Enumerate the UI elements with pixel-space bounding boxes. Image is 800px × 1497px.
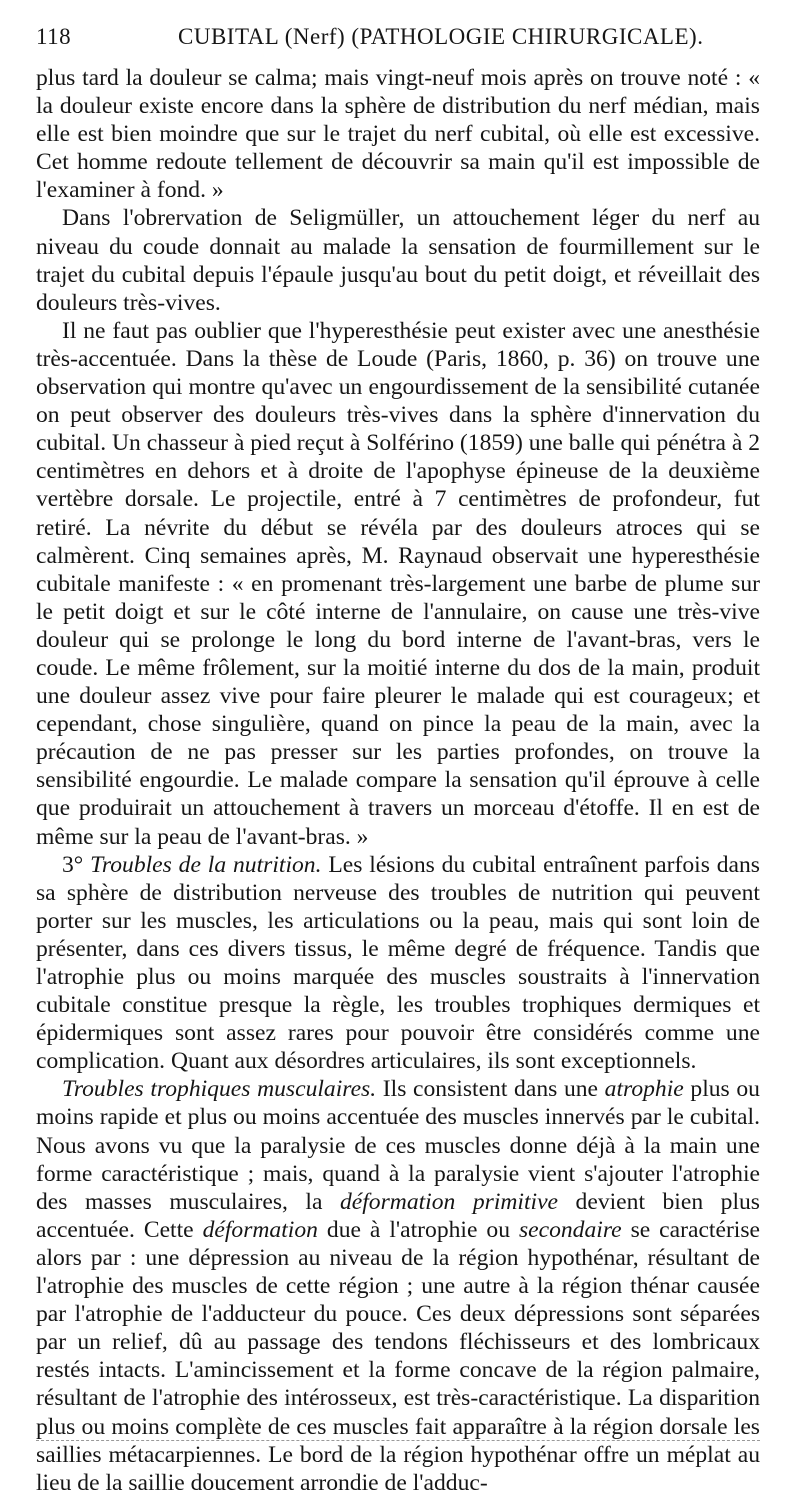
- section-heading-italic: Troubles trophiques musculaires.: [62, 1076, 377, 1103]
- paragraph-muscular: [36, 1075, 760, 1496]
- paragraph-nutrition: [36, 851, 760, 1076]
- running-title: CUBITAL (Nerf) (PATHOLOGIE CHIRURGICALE).: [178, 24, 704, 49]
- book-page: [36, 24, 760, 1497]
- footer-rule: [36, 1440, 760, 1441]
- text-segment: se caractérise alors par : une dépression au niveau de la région hypothénar, résultant de l'atrophie des muscles de cette région ; une autre à la région thénar causée par l'atrophie de l'adducteur du pouce. Ces deux dépressions sont séparées par un relief, dû au passage des tendons fléchisseurs et des lombricaux restés intacts. L'amincissement et la forme concave de la région palmaire, résultant de l'atrophie des intérosseux, est très-caractéristique. La disparition plus ou moins complète de ces muscles fait apparaître à la région dorsale les saillies métacarpiennes. Le bord de la région hypothénar offre un méplat au lieu de la saillie doucement arrondie de l'adduc-: [36, 1216, 761, 1496]
- page-number: 118: [36, 24, 72, 49]
- italic-term: déformation primitive: [339, 1188, 559, 1215]
- text-segment: Les lésions du cubital entraînent parfois dans sa sphère de distribution nerveuse des troubles de nutrition qui peuvent porter sur les muscles, les articulations ou la peau, mais qui sont loin de présenter, dans ces divers tissus, le même degré de fréquence. Tandis que l'atrophie plus ou moins marquée des muscles soustraits à l'innervation cubitale constitue presque la règle, les troubles trophiques dermiques et épidermiques sont assez rares pour pouvoir être considérés comme une complication. Quant aux désordres articulaires, ils sont exceptionnels.: [36, 851, 760, 1075]
- text-segment: due à l'atrophie ou: [317, 1216, 519, 1243]
- italic-term: déformation: [202, 1216, 318, 1243]
- italic-term: atrophie: [604, 1076, 684, 1103]
- running-header: [36, 24, 760, 64]
- section-heading-italic: Troubles de la nutrition.: [90, 851, 322, 878]
- text-segment: plus tard la douleur se calma; mais vingt-neuf mois après on trouve noté : « la douleur existe encore dans la sphère de distribution du nerf médian, mais elle est bien moindre que sur le trajet du nerf cubital, où elle est excessive. Cet homme redoute tellement de découvrir sa main qu'il est impossible de l'examiner à fond. »: [36, 65, 760, 204]
- paragraph-hyperesthesia: [36, 317, 760, 851]
- text-segment: Dans l'obrervation de Seligmüller, un attouchement léger du nerf au niveau du coude donnait au malade la sensation de fourmillement sur le trajet du cubital depuis l'épaule jusqu'au bout du petit doigt, et réveillait des douleurs très-vives.: [36, 205, 760, 316]
- paragraph-continuation: [36, 64, 760, 204]
- italic-term: secondaire: [518, 1216, 622, 1243]
- body-text: [36, 64, 760, 1497]
- text-segment: devient bien plus accentuée. Cette: [36, 1188, 760, 1243]
- text-segment: plus ou moins rapide et plus ou moins accentuée des muscles innervés par le cubital. Nous avons vu que la paralysie de ces muscles donne déjà à la main une forme caractéristique ; mais, quand à la paralysie vient s'ajouter l'atrophie des masses musculaires, la: [36, 1076, 760, 1215]
- text-segment: Ils consistent dans une: [376, 1076, 605, 1103]
- text-segment: 3°: [62, 851, 91, 878]
- paragraph-seligmuller: [36, 204, 760, 316]
- text-segment: Il ne faut pas oublier que l'hyperesthésie peut exister avec une anesthésie très-accentuée. Dans la thèse de Loude (Paris, 1860, p. 36) on trouve une observation qui montre qu'avec un engourdissement de la sensibilité cutanée on peut observer des douleurs très-vives dans la sphère d'innervation du cubital. Un chasseur à pied reçut à Solférino (1859) une balle qui pénétra à 2 centimètres en dehors et à droite de l'apophyse épineuse de la deuxième vertèbre dorsale. Le projectile, entré à 7 centimètres de profondeur, fut retiré. La névrite du début se révéla par des douleurs atroces qui se calmèrent. Cinq semaines après, M. Raynaud observait une hyperesthésie cubitale manifeste : « en promenant très-largement une barbe de plume sur le petit doigt et sur le côté interne de l'annulaire, on cause une très-vive douleur qui se prolonge le long du bord interne de l'avant-bras, vers le coude. Le même frôlement, sur la moitié interne du dos de la main, produit une douleur assez vive pour faire pleurer le malade qui est courageux; et cependant, chose singulière, quand on pince la peau de la main, avec la précaution de ne pas presser sur les parties profondes, on trouve la sensibilité engourdie. Le malade compare la sensation qu'il éprouve à celle que produirait un attouchement à travers un morceau d'étoffe. Il en est de même sur la peau de l'avant-bras. »: [36, 317, 760, 850]
